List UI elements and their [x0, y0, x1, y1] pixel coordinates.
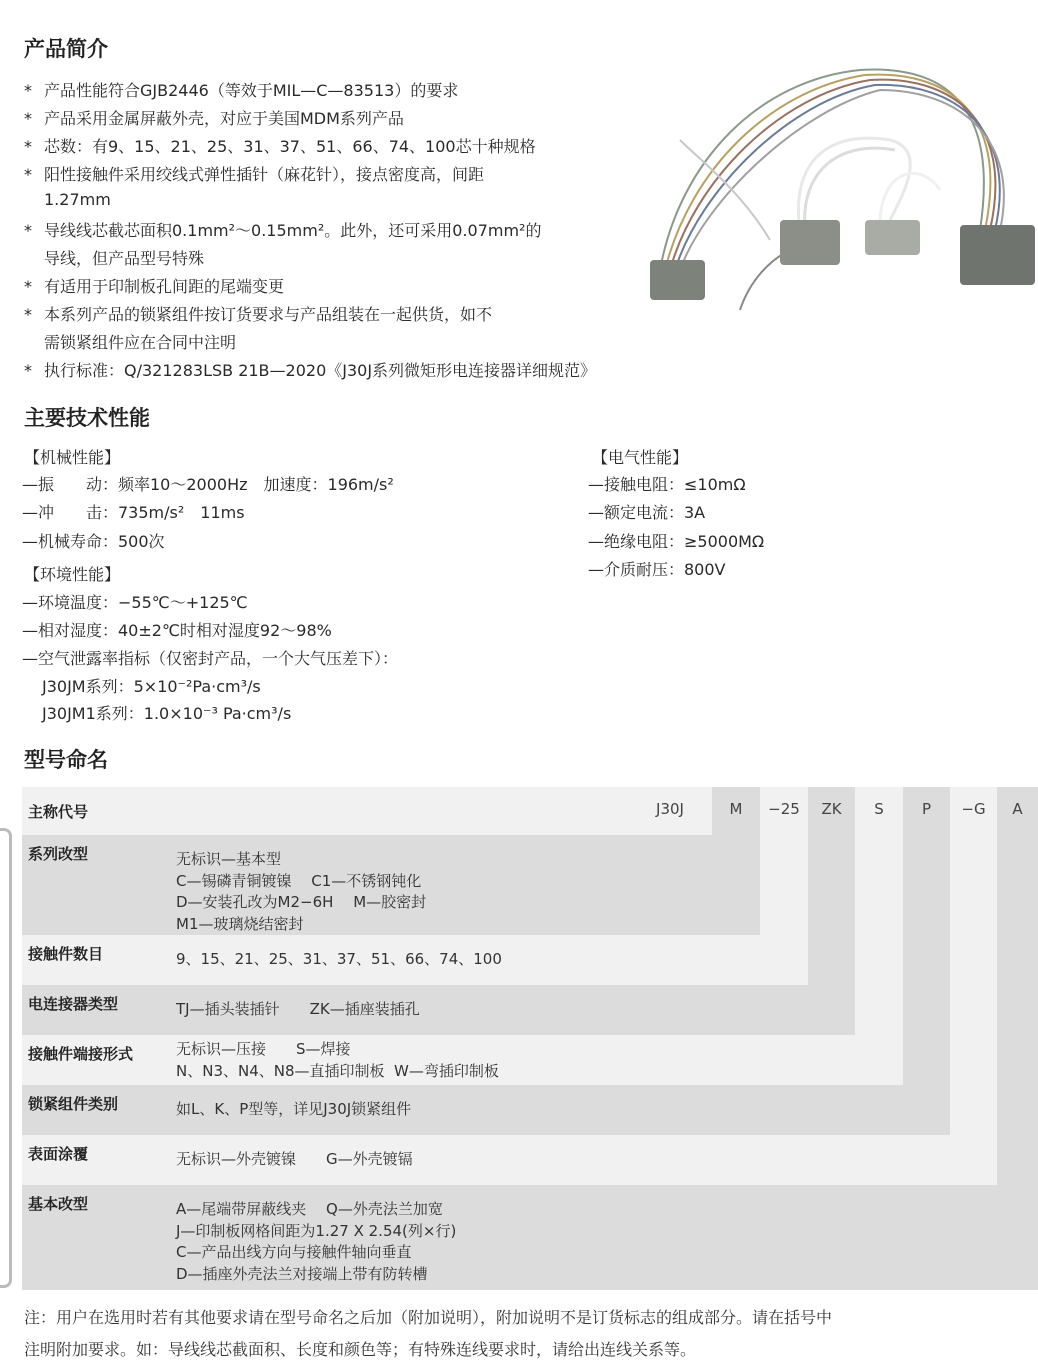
bullet-item [24, 78, 458, 101]
row-label: 锁紧组件类别 [28, 1095, 119, 1113]
bullet-text: 阳性接触件采用绞线式弹性插针（麻花针），接点密度高，间距 [44, 165, 485, 184]
table-row [22, 1185, 1038, 1290]
bullet-text: 产品性能符合GJB2446（等效于MIL—C—83513）的要求 [44, 81, 459, 100]
table-header-row [22, 787, 712, 835]
bullet-mark: * [24, 81, 32, 100]
code-cell: S [874, 800, 884, 818]
spec-item: —接触电阻：≤10mΩ [588, 475, 746, 494]
table-row [22, 935, 808, 985]
bullet-text-cont: 需锁紧组件应在合同中注明 [44, 333, 237, 352]
spec-item: J30JM1系列：1.0×10⁻³ Pa·cm³/s [42, 704, 292, 723]
side-tab [0, 828, 12, 1288]
intro-title: 产品简介 [24, 37, 108, 61]
row-value: 无标识—压接 S—焊接 N、N3、N4、N8—直插印制板 W—弯插印制板 [176, 1040, 499, 1080]
bullet-text-cont: 导线，但产品型号特殊 [44, 249, 205, 268]
spec-item: —空气泄露率指标（仅密封产品，一个大气压差下）： [22, 649, 399, 668]
code-cell: A [1012, 800, 1023, 818]
row-label: 系列改型 [28, 845, 89, 863]
table-row [22, 1035, 903, 1085]
spec-item: —额定电流：3A [588, 503, 706, 522]
spec-item: —冲 击：735m/s² 11ms [22, 503, 245, 522]
spec-item: —介质耐压：800V [588, 560, 726, 579]
electrical-heading: 【电气性能】 [592, 448, 689, 467]
bullet-text-cont: 1.27mm [44, 190, 111, 209]
row-value: TJ—插头装插针 ZK—插座装插孔 [176, 1000, 420, 1018]
table-row [22, 835, 760, 935]
bullet-text: 执行标准：Q/321283LSB 21B—2020《J30J系列微矩形电连接器详细规范》 [44, 361, 597, 380]
bullet-text: 本系列产品的锁紧组件按订货要求与产品组装在一起供货，如不 [44, 305, 493, 324]
bullet-mark: * [24, 109, 32, 128]
spec-item: —机械寿命：500次 [22, 532, 165, 551]
row-value: 无标识—外壳镀镍 G—外壳镀镉 [176, 1150, 413, 1168]
row-label: 基本改型 [28, 1195, 89, 1213]
spec-item: —绝缘电阻：≥5000MΩ [588, 532, 765, 551]
row-label: 接触件端接形式 [28, 1045, 134, 1063]
bullet-item [24, 218, 541, 241]
bullet-mark: * [24, 361, 32, 380]
bullet-item [24, 106, 404, 129]
table-row [22, 1085, 950, 1135]
note-line: 注：用户在选用时若有其他要求请在型号命名之后加（附加说明），附加说明不是订货标志的组成部分。请在括号中 [24, 1308, 833, 1327]
bullet-item [24, 274, 284, 297]
bullet-mark: * [24, 221, 32, 240]
mechanical-heading: 【机械性能】 [24, 448, 121, 467]
code-column [903, 787, 950, 1135]
spec-item: —相对湿度：40±2℃时相对湿度92～98% [22, 621, 332, 640]
bullet-item [24, 134, 536, 157]
code-cell: −25 [768, 800, 800, 818]
bullet-text: 导线线芯截芯面积0.1mm²～0.15mm²。此外，还可采用0.07mm²的 [44, 221, 542, 240]
spec-item: J30JM系列：5×10⁻²Pa·cm³/s [42, 677, 261, 696]
row-value: 如L、K、P型等，详见J30J锁紧组件 [176, 1100, 412, 1118]
spec-item: —环境温度：−55℃～+125℃ [22, 593, 248, 612]
bullet-item [24, 162, 484, 185]
table-row [22, 985, 855, 1035]
specs-title: 主要技术性能 [24, 406, 150, 430]
bullet-mark: * [24, 137, 32, 156]
code-column [950, 787, 997, 1185]
row-label: 表面涂覆 [28, 1145, 89, 1163]
bullet-mark: * [24, 277, 32, 296]
bullet-mark: * [24, 305, 32, 324]
row-value: 无标识—基本型 C—锡磷青铜镀镍 C1—不锈钢钝化 D—安装孔改为M2−6H M—胶密封 M1—玻璃烧结密封 [176, 850, 427, 933]
code-cell: −G [961, 800, 986, 818]
note-line: 注明附加要求。如：导线线芯截面积、长度和颜色等；有特殊连线要求时，请给出连线关系等。 [24, 1340, 697, 1359]
bullet-item [24, 358, 596, 381]
code-cell: P [921, 800, 932, 818]
row-value: A—尾端带屏蔽线夹 Q—外壳法兰加宽 J—印制板网格间距为1.27 X 2.54(列×行) C—产品出线方向与接触件轴向垂直 D—插座外壳法兰对接端上带有防转槽 [176, 1200, 457, 1283]
bullet-text: 产品采用金属屏蔽外壳，对应于美国MDM系列产品 [44, 109, 404, 128]
header-label: 主称代号 [28, 803, 89, 821]
bullet-text: 有适用于印制板孔间距的尾端变更 [44, 277, 285, 296]
product-photo [640, 40, 1038, 340]
environmental-heading: 【环境性能】 [24, 565, 121, 584]
bullet-item [24, 302, 492, 325]
bullet-mark: * [24, 165, 32, 184]
code-cell: ZK [821, 800, 842, 818]
row-label: 接触件数目 [28, 945, 104, 963]
row-value: 9、15、21、25、31、37、51、66、74、100 [176, 950, 502, 968]
row-label: 电连接器类型 [28, 995, 119, 1013]
naming-title: 型号命名 [24, 748, 108, 772]
code-cell: J30J [656, 800, 684, 818]
spec-item: —振 动：频率10～2000Hz 加速度：196m/s² [22, 475, 394, 494]
bullet-text: 芯数：有9、15、21、25、31、37、51、66、74、100芯十种规格 [44, 137, 536, 156]
code-cell: M [729, 800, 743, 818]
table-row [22, 1135, 997, 1185]
